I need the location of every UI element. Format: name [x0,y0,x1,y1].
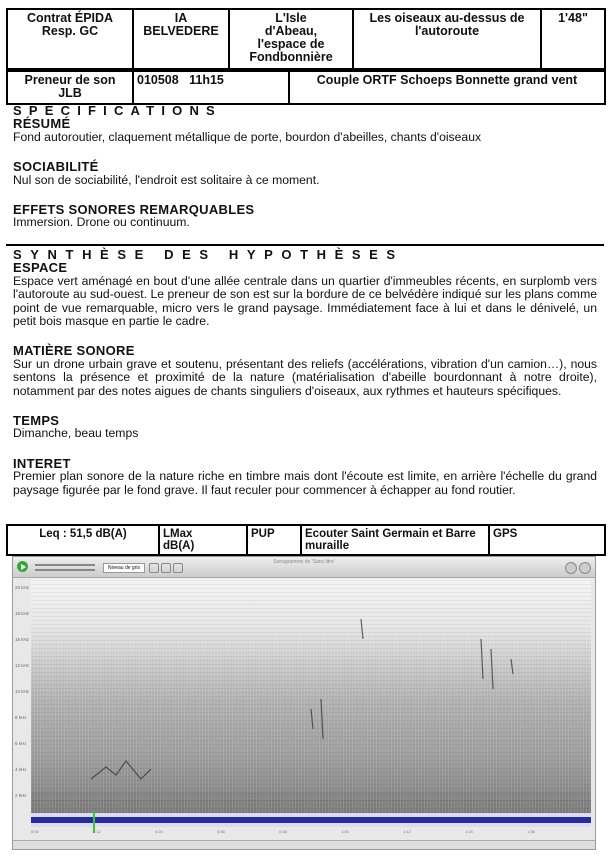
lmax-cell: LMax dB(A) [159,525,247,555]
ia-cell: IA BELVEDERE [133,9,229,69]
frequency-tick: 15 kHz [15,637,30,642]
time-tick: 1:12 [403,829,411,834]
time-tick: 1:36 [527,829,535,834]
place-cell: L'Isle d'Abeau, l'espace de Fondbonnière [229,9,353,69]
pup-cell: PUP [247,525,301,555]
spectrogram-plot [15,579,591,813]
zoom-in-icon[interactable] [161,563,171,573]
volume-slider[interactable] [35,564,95,566]
frequency-tick: 10 kHz [15,689,30,694]
spectrogram-marks [31,579,591,813]
time-tick: 0:24 [155,829,163,834]
synthesis-heading: SYNTHÈSE DES HYPOTHÈSES [13,247,404,262]
time-title: TEMPS [13,413,60,429]
specifications-section [13,104,597,230]
bird-call-mark [91,761,151,779]
title-cell: Les oiseaux au-dessus de l'autoroute [353,9,541,69]
matter-text: Sur un drone urbain grave et soutenu, présentant des reliefs (accélérations, vibration d'un camion…), nous sentons la présence et proximité de la nature (matérialisation d'abeille bourdonnant à notre droite), notamment par des notes aigues de chants singuliers d'oiseaux, aux rythmes et hauteurs spécifiques. [13,356,597,398]
duration-cell: 1'48" [541,9,605,69]
frequency-tick: 20 kHz [15,585,30,590]
listen-cell: Ecouter Saint Germain et Barre muraille [301,525,489,555]
time-text: Dimanche, beau temps [13,426,139,441]
matter-title: MATIÈRE SONORE [13,343,135,359]
header-table [6,8,606,70]
time-tick: 1:00 [341,829,349,834]
time-tick: 0:48 [279,829,287,834]
print-icon[interactable] [565,562,577,574]
frequency-tick: 6 kHz [15,741,27,746]
zoom-out-icon[interactable] [173,563,183,573]
interest-text: Premier plan sonore de la nature riche en timbre mais dont l'écoute est limite, en arrière l'échelle du grand paysage figurée par le fond grave. Il faut reculer pour commencer à échapper au fond routier. [13,469,597,497]
effects-title: EFFETS SONORES REMARQUABLES [13,202,255,218]
gain-slider[interactable] [35,569,95,571]
effects-text: Immersion. Drone ou continuum. [13,215,190,230]
time-tick: 0:00 [31,829,39,834]
interest-title: INTERET [13,455,71,471]
footer-table [6,524,606,556]
spectrogram-title: Sonagramme de 'Sans titre' [273,559,335,565]
time-tick: 1:24 [465,829,473,834]
sociability-text: Nul son de sociabilité, l'endroit est solitaire à ce moment. [13,172,320,187]
date-cell: 010508 11h15 [133,71,289,104]
frequency-tick: 4 kHz [15,767,27,772]
bird-call-mark [311,699,323,739]
time-tick: 0:12 [93,829,101,834]
synthesis-section [13,248,597,497]
space-title: ESPACE [13,260,68,276]
frequency-tick: 18 kHz [15,611,30,616]
bird-call-mark [361,619,363,639]
gps-cell: GPS [489,525,605,555]
scrollbar[interactable] [13,840,595,849]
select-tool-icon[interactable] [149,563,159,573]
spectrogram-toolbar [13,557,595,578]
frequency-tick: 2 kHz [15,793,27,798]
specifications-heading: SPÉCIFICATIONS [13,103,222,118]
leq-cell: Leq : 51,5 dB(A) [7,525,159,555]
color-scale-select[interactable]: Niveau de gris [103,563,145,573]
setup-cell: Couple ORTF Schoeps Bonnette grand vent [289,71,605,104]
operator-cell: Preneur de son JLB [7,71,133,104]
settings-icon[interactable] [579,562,591,574]
spectrogram-window [12,556,596,850]
frequency-tick: 12 kHz [15,663,30,668]
section-divider [6,244,604,246]
time-tick: 0:36 [217,829,225,834]
contract-cell: Contrat ÉPIDA Resp. GC [7,9,133,69]
time-axis [31,829,591,835]
resume-text: Fond autoroutier, claquement métallique de porte, bourdon d'abeilles, chants d'oiseaux [13,129,482,144]
bird-call-mark [481,639,513,689]
resume-title: RÉSUMÉ [13,116,71,132]
waveform [31,813,591,827]
frequency-tick: 8 kHz [15,715,27,720]
meta-table [6,70,606,105]
sociability-title: SOCIABILITÉ [13,159,99,175]
space-text: Espace vert aménagé en bout d'une allée centrale dans un quartier d'immeubles récents, en surplomb vers l'autoroute au sud-ouest. Le preneur de son est sur la bordure de ce belvédère indiqué sur les plans comme point de vue remarquable, micro vers le grand paysage. Immédiatement face à lui et dans le dénivelé, un petit bois masque en partie le cadre. [13,273,597,329]
